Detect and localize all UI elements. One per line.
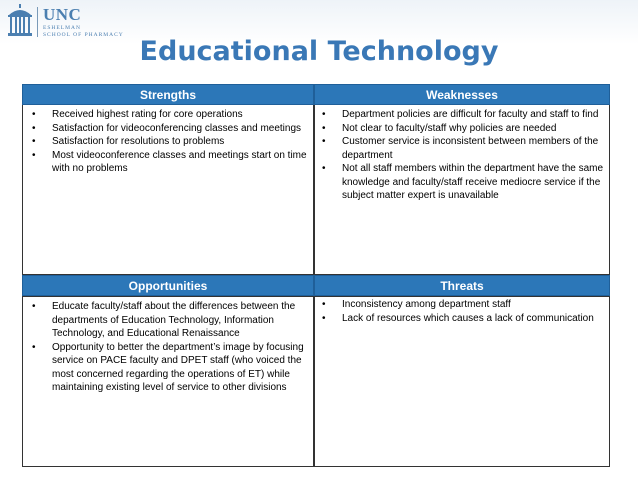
slide-title: Educational Technology — [139, 36, 499, 67]
list-item: • Satisfaction for resolutions to problems — [30, 135, 310, 149]
list-item: • Educate faculty/staff about the differences between the departments of Education Technology, Information Technology, and Educational Renaissance — [30, 300, 312, 341]
strengths-list — [30, 108, 310, 176]
weaknesses-list — [320, 108, 605, 203]
strengths-header: Strengths — [22, 84, 314, 105]
list-item: • Received highest rating for core operations — [30, 108, 310, 122]
opportunities-list — [30, 300, 312, 395]
list-item: • Lack of resources which causes a lack of communication — [320, 312, 605, 326]
old-well-icon — [6, 4, 34, 38]
logo-school-line2: SCHOOL OF PHARMACY — [43, 32, 124, 38]
logo-wordmark: UNC — [43, 5, 82, 24]
list-item: • Customer service is inconsistent between members of the department — [320, 135, 605, 162]
list-item: • Most videoconference classes and meetings start on time with no problems — [30, 149, 310, 176]
weaknesses-header: Weaknesses — [314, 84, 610, 105]
list-item: • Satisfaction for videoconferencing classes and meetings — [30, 122, 310, 136]
list-item: • Inconsistency among department staff — [320, 298, 605, 312]
threats-list — [320, 298, 605, 325]
list-item: • Department policies are difficult for faculty and staff to find — [320, 108, 605, 122]
logo-divider — [37, 7, 38, 37]
logo-school-line1: ESHELMAN — [43, 25, 81, 31]
threats-header: Threats — [314, 275, 610, 296]
list-item: • Not all staff members within the department have the same knowledge and faculty/staff receive mediocre service if the subject matter expert is unavailable — [320, 162, 605, 203]
opportunities-header: Opportunities — [22, 275, 314, 296]
list-item: • Not clear to faculty/staff why policies are needed — [320, 122, 605, 136]
list-item: • Opportunity to better the department’s image by focusing service on PACE faculty and DPET staff (who voiced the most concerned regarding the operations of ET) while maintaining existing level of service to other divisions — [30, 341, 312, 395]
